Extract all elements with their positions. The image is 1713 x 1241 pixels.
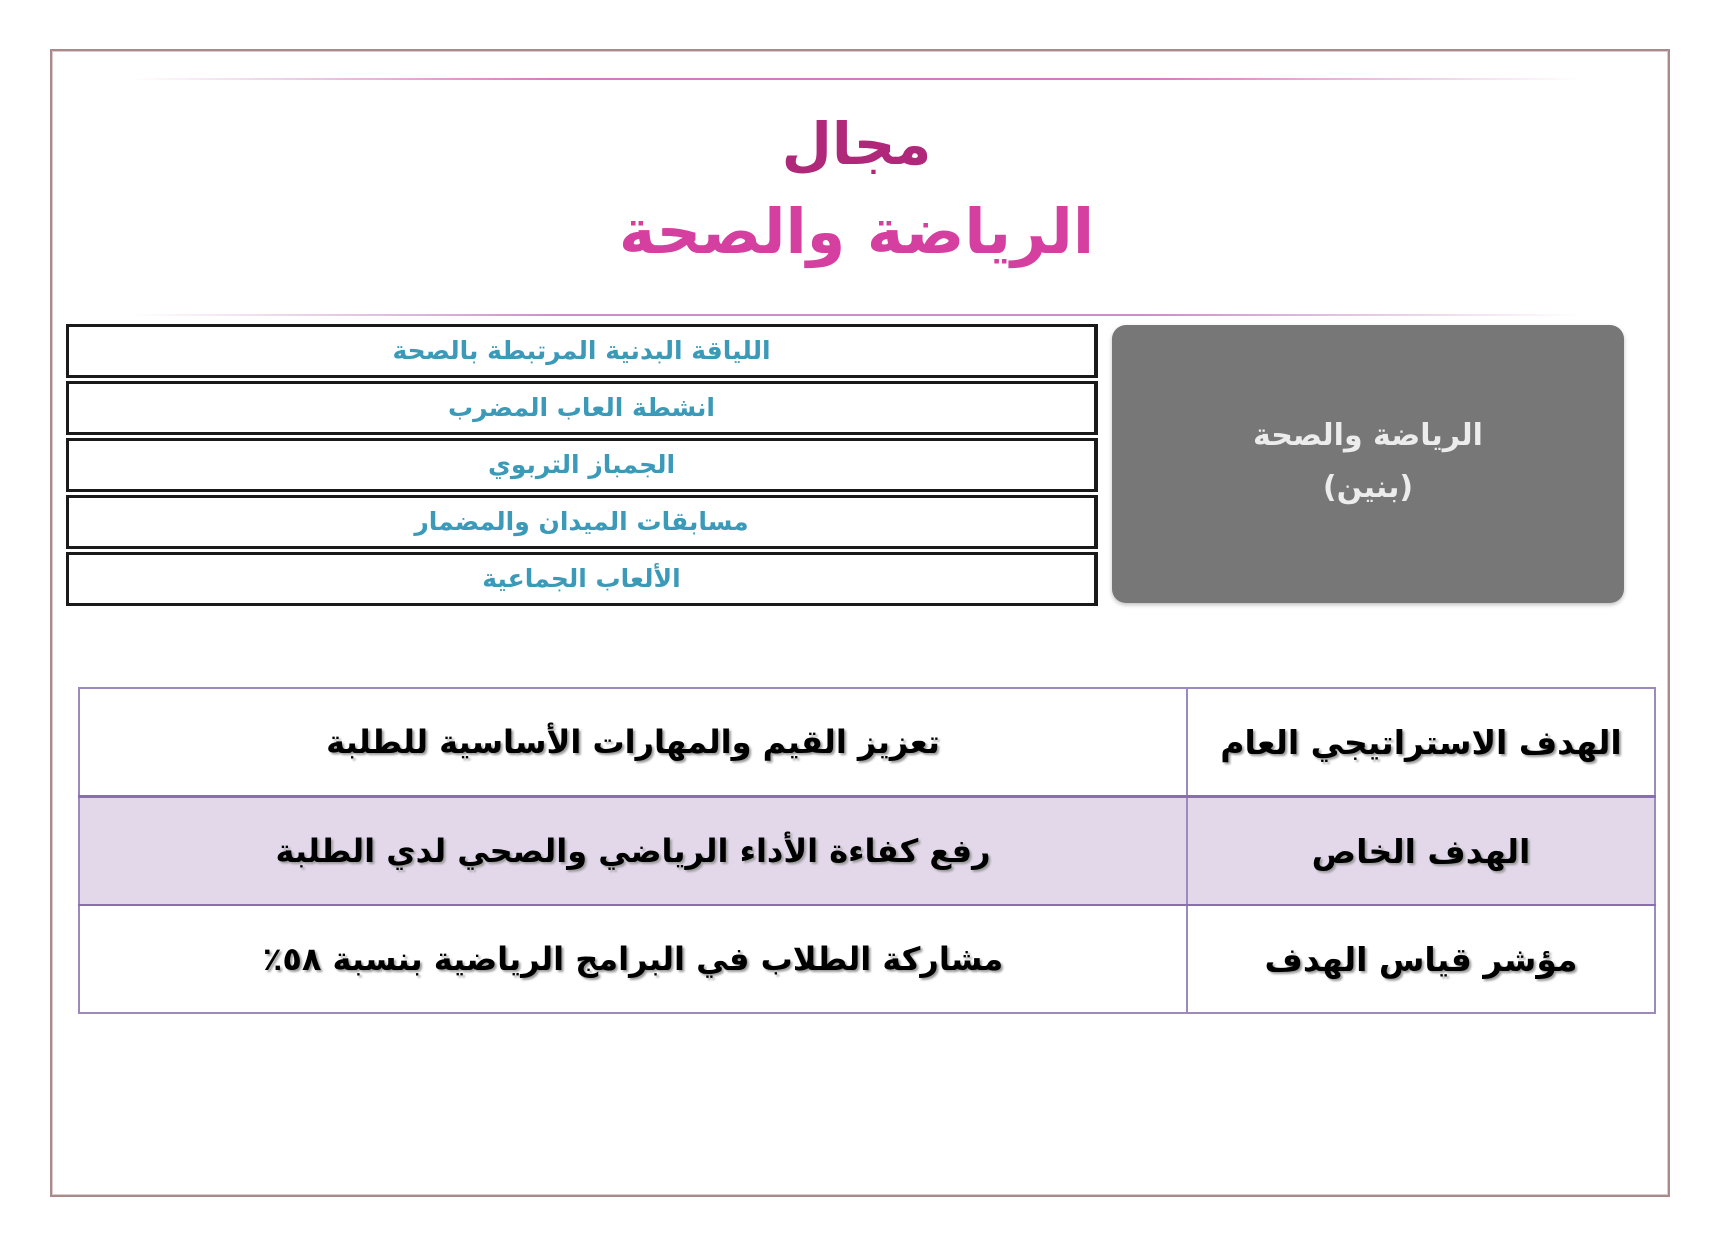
- domain-box-subtitle: (بنين): [1322, 470, 1414, 505]
- table-row: [79, 905, 1655, 1013]
- goal-value-cell: مشاركة الطلاب في البرامج الرياضية بنسبة ٥٨٪: [79, 905, 1187, 1013]
- table-row: [79, 688, 1655, 797]
- middle-divider: [130, 314, 1580, 316]
- goal-label-cell: الهدف الاستراتيجي العام: [1187, 688, 1655, 797]
- activity-item: انشطة العاب المضرب: [66, 381, 1098, 435]
- activities-list: [66, 324, 1098, 609]
- goals-table: [78, 687, 1656, 1014]
- top-divider: [130, 78, 1580, 80]
- activity-item: مسابقات الميدان والمضمار: [66, 495, 1098, 549]
- goal-value-cell: رفع كفاءة الأداء الرياضي والصحي لدي الطلبة: [79, 797, 1187, 906]
- table-row: [79, 797, 1655, 906]
- page-title-line2: الرياضة والصحة: [618, 195, 1095, 268]
- goal-label-cell: الهدف الخاص: [1187, 797, 1655, 906]
- activity-item: اللياقة البدنية المرتبطة بالصحة: [66, 324, 1098, 378]
- goal-label-cell: مؤشر قياس الهدف: [1187, 905, 1655, 1013]
- activity-item: الجمباز التربوي: [66, 438, 1098, 492]
- page-title-line1: مجال: [781, 110, 932, 178]
- activity-item: الألعاب الجماعية: [66, 552, 1098, 606]
- goal-value-cell: تعزيز القيم والمهارات الأساسية للطلبة: [79, 688, 1187, 797]
- domain-box: [1112, 325, 1624, 603]
- domain-box-title: الرياضة والصحة: [1253, 418, 1483, 453]
